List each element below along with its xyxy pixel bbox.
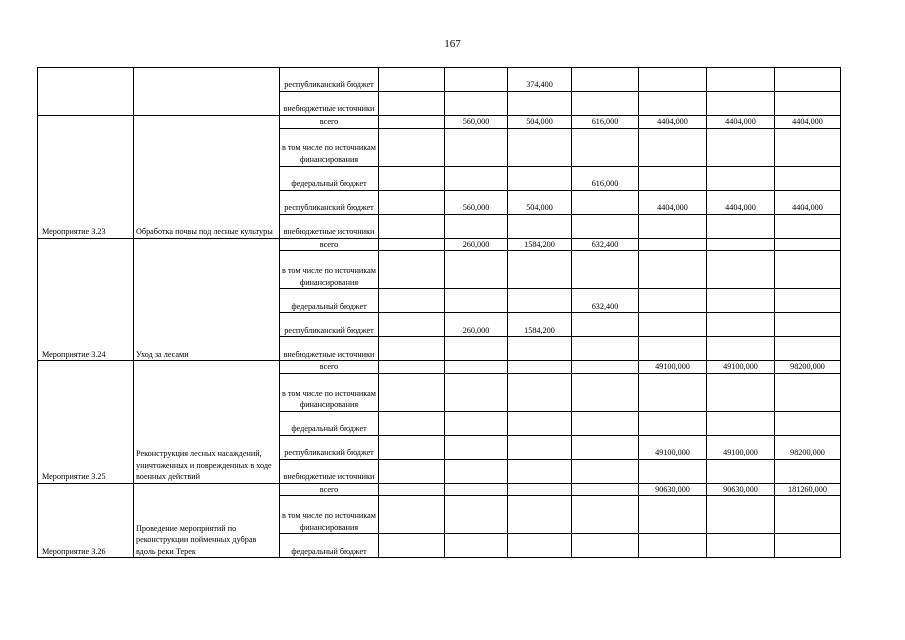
source-label: федеральный бюджет [280, 411, 379, 435]
measure-name: Реконструкция лесных насаждений, уничтоженных и поврежденных в ходе военных действий [134, 361, 280, 484]
value-cell [379, 483, 445, 496]
value-cell [639, 68, 707, 92]
value-cell [775, 289, 841, 313]
value-cell [508, 496, 572, 534]
value-cell [572, 411, 639, 435]
value-cell: 504,000 [508, 190, 572, 214]
value-cell [445, 459, 508, 483]
measure-code: Мероприятие 3.23 [38, 116, 134, 239]
value-cell [639, 534, 707, 558]
value-cell [707, 373, 775, 411]
measure-code-cell [38, 68, 134, 116]
value-cell [639, 92, 707, 116]
value-cell [572, 373, 639, 411]
value-cell [445, 166, 508, 190]
source-label: в том числе по источникам финансирования [280, 496, 379, 534]
value-cell [379, 166, 445, 190]
source-label: в том числе по источникам финансирования [280, 251, 379, 289]
source-label: внебюджетные источники [280, 459, 379, 483]
value-cell [639, 496, 707, 534]
value-cell [508, 214, 572, 238]
table-row [38, 238, 841, 251]
value-cell [379, 289, 445, 313]
source-label: федеральный бюджет [280, 289, 379, 313]
value-cell [508, 251, 572, 289]
value-cell [445, 337, 508, 361]
value-cell [572, 337, 639, 361]
value-cell [572, 128, 639, 166]
value-cell [707, 411, 775, 435]
value-cell: 49100,000 [639, 361, 707, 374]
value-cell [508, 534, 572, 558]
measure-name: Обработка почвы под лесные культуры [134, 116, 280, 239]
value-cell: 4404,000 [707, 190, 775, 214]
value-cell [639, 166, 707, 190]
value-cell [445, 128, 508, 166]
value-cell [572, 313, 639, 337]
value-cell [379, 313, 445, 337]
source-label: федеральный бюджет [280, 534, 379, 558]
value-cell: 98200,000 [775, 361, 841, 374]
source-label: внебюджетные источники [280, 92, 379, 116]
value-cell [572, 251, 639, 289]
source-label: республиканский бюджет [280, 435, 379, 459]
value-cell: 98200,000 [775, 435, 841, 459]
value-cell [445, 214, 508, 238]
value-cell [379, 435, 445, 459]
value-cell [707, 92, 775, 116]
source-label: всего [280, 116, 379, 129]
value-cell [572, 435, 639, 459]
value-cell [379, 251, 445, 289]
value-cell [379, 116, 445, 129]
source-label: в том числе по источникам финансирования [280, 373, 379, 411]
value-cell [775, 496, 841, 534]
value-cell [572, 496, 639, 534]
source-label: республиканский бюджет [280, 190, 379, 214]
value-cell [379, 128, 445, 166]
value-cell [572, 214, 639, 238]
value-cell [445, 483, 508, 496]
value-cell [707, 68, 775, 92]
value-cell [639, 459, 707, 483]
value-cell [445, 361, 508, 374]
budget-table [37, 67, 841, 558]
value-cell [572, 68, 639, 92]
value-cell [775, 251, 841, 289]
value-cell: 90630,000 [707, 483, 775, 496]
value-cell [379, 92, 445, 116]
value-cell [775, 411, 841, 435]
value-cell [508, 337, 572, 361]
value-cell: 4404,000 [707, 116, 775, 129]
value-cell [707, 496, 775, 534]
value-cell [445, 68, 508, 92]
value-cell [508, 459, 572, 483]
value-cell [775, 459, 841, 483]
measure-code: Мероприятие 3.25 [38, 361, 134, 484]
value-cell: 374,400 [508, 68, 572, 92]
value-cell [572, 92, 639, 116]
value-cell [445, 92, 508, 116]
value-cell [379, 238, 445, 251]
value-cell [775, 373, 841, 411]
source-label: федеральный бюджет [280, 166, 379, 190]
value-cell [508, 289, 572, 313]
value-cell [379, 459, 445, 483]
value-cell [379, 411, 445, 435]
value-cell: 632,400 [572, 238, 639, 251]
value-cell [639, 337, 707, 361]
value-cell [775, 92, 841, 116]
measure-code: Мероприятие 3.26 [38, 483, 134, 558]
value-cell [379, 373, 445, 411]
measure-name: Уход за лесами [134, 238, 280, 361]
value-cell [775, 313, 841, 337]
value-cell: 1584,200 [508, 313, 572, 337]
value-cell [775, 214, 841, 238]
value-cell [775, 534, 841, 558]
value-cell [707, 337, 775, 361]
value-cell [508, 361, 572, 374]
value-cell [572, 483, 639, 496]
value-cell: 1584,200 [508, 238, 572, 251]
value-cell [707, 313, 775, 337]
value-cell: 49100,000 [707, 361, 775, 374]
value-cell [572, 190, 639, 214]
value-cell [639, 128, 707, 166]
value-cell [707, 238, 775, 251]
value-cell [639, 411, 707, 435]
value-cell [508, 92, 572, 116]
value-cell [707, 289, 775, 313]
table-row [38, 361, 841, 374]
value-cell [639, 373, 707, 411]
value-cell: 504,000 [508, 116, 572, 129]
value-cell [379, 361, 445, 374]
source-label: внебюджетные источники [280, 214, 379, 238]
value-cell: 560,000 [445, 116, 508, 129]
value-cell [445, 435, 508, 459]
value-cell [639, 289, 707, 313]
value-cell [775, 68, 841, 92]
value-cell: 4404,000 [639, 116, 707, 129]
value-cell: 4404,000 [775, 116, 841, 129]
value-cell [445, 411, 508, 435]
value-cell [775, 166, 841, 190]
value-cell: 560,000 [445, 190, 508, 214]
value-cell [572, 361, 639, 374]
source-label: республиканский бюджет [280, 68, 379, 92]
value-cell: 260,000 [445, 313, 508, 337]
measure-name: Проведение мероприятий по реконструкции пойменных дубрав вдоль реки Терек [134, 483, 280, 558]
value-cell [639, 214, 707, 238]
value-cell [639, 313, 707, 337]
value-cell: 181260,000 [775, 483, 841, 496]
value-cell [379, 190, 445, 214]
value-cell: 90630,000 [639, 483, 707, 496]
value-cell [707, 166, 775, 190]
value-cell [572, 534, 639, 558]
source-label: в том числе по источникам финансирования [280, 128, 379, 166]
value-cell: 49100,000 [639, 435, 707, 459]
value-cell [508, 435, 572, 459]
source-label: всего [280, 483, 379, 496]
value-cell [508, 128, 572, 166]
measure-name-cell [134, 68, 280, 116]
value-cell [639, 238, 707, 251]
value-cell: 4404,000 [775, 190, 841, 214]
table-row [38, 116, 841, 129]
value-cell [445, 496, 508, 534]
value-cell [508, 166, 572, 190]
value-cell [445, 534, 508, 558]
value-cell: 4404,000 [639, 190, 707, 214]
page-number: 167 [444, 38, 461, 50]
value-cell [445, 373, 508, 411]
value-cell [707, 459, 775, 483]
source-label: республиканский бюджет [280, 313, 379, 337]
value-cell [775, 238, 841, 251]
value-cell [707, 214, 775, 238]
value-cell [379, 68, 445, 92]
value-cell [639, 251, 707, 289]
value-cell [508, 411, 572, 435]
value-cell: 260,000 [445, 238, 508, 251]
value-cell [445, 251, 508, 289]
value-cell [445, 289, 508, 313]
value-cell [707, 251, 775, 289]
value-cell [775, 337, 841, 361]
table-row [38, 483, 841, 496]
measure-code: Мероприятие 3.24 [38, 238, 134, 361]
value-cell [508, 373, 572, 411]
value-cell: 616,000 [572, 116, 639, 129]
value-cell [707, 534, 775, 558]
value-cell: 49100,000 [707, 435, 775, 459]
source-label: всего [280, 238, 379, 251]
value-cell [508, 483, 572, 496]
value-cell: 632,400 [572, 289, 639, 313]
source-label: всего [280, 361, 379, 374]
value-cell [775, 128, 841, 166]
value-cell: 616,000 [572, 166, 639, 190]
value-cell [379, 214, 445, 238]
value-cell [379, 534, 445, 558]
value-cell [572, 459, 639, 483]
table-row [38, 68, 841, 92]
value-cell [379, 337, 445, 361]
source-label: внебюджетные источники [280, 337, 379, 361]
value-cell [707, 128, 775, 166]
value-cell [379, 496, 445, 534]
